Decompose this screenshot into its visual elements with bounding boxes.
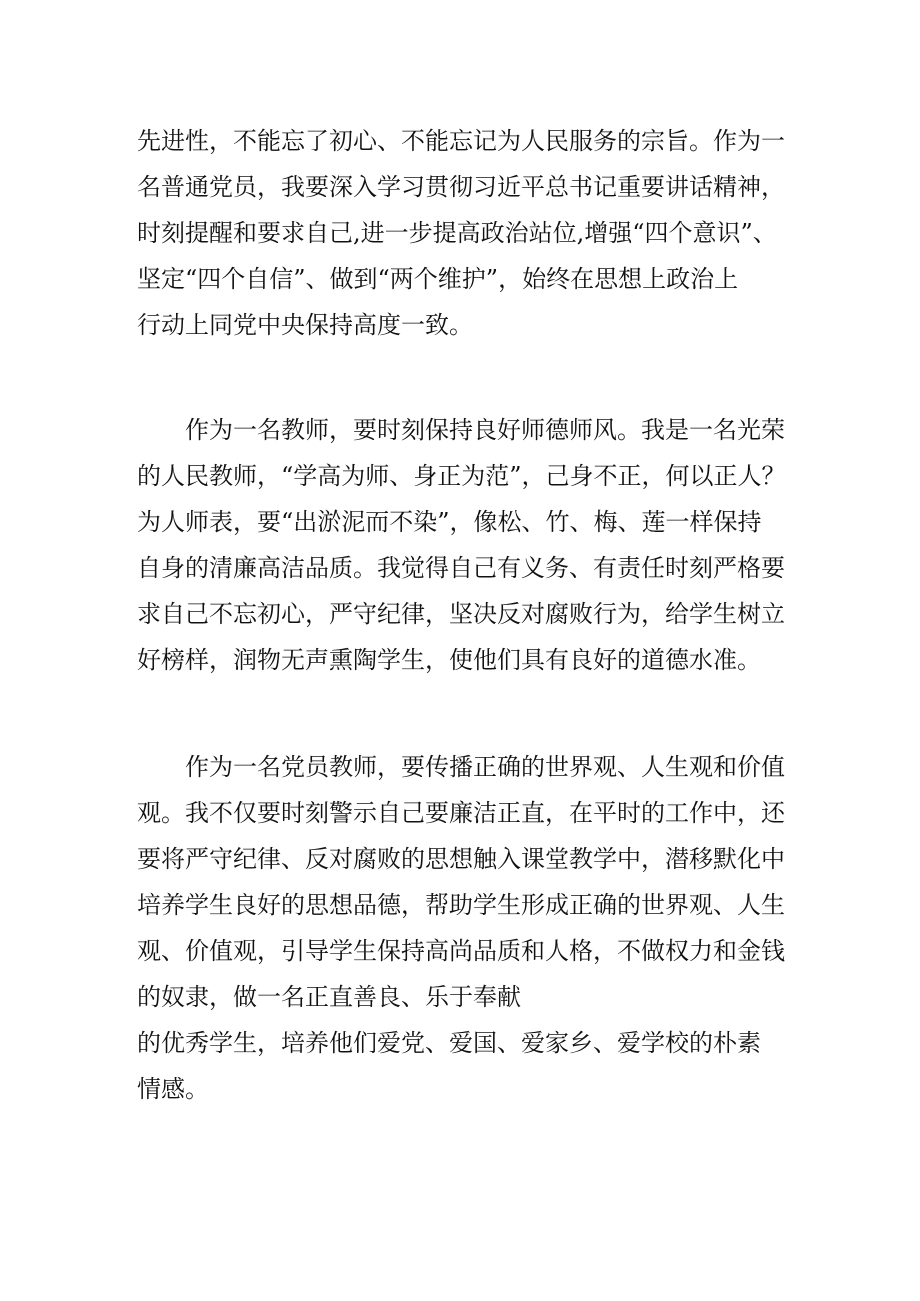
paragraph-line: 情感。	[137, 1075, 209, 1103]
paragraph-line: 名普通党员，我要深入学习贯彻习近平总书记重要讲话精神，	[137, 173, 785, 201]
paragraph-line: 求自己不忘初心，严守纪律，坚决反对腐败行为，给学生树立	[137, 600, 785, 628]
paragraph-line: 要将严守纪律、反对腐败的思想触入课堂教学中，潜移默化中	[137, 845, 785, 873]
paragraph-line: 培养学生良好的思想品德，帮助学生形成正确的世界观、人生	[137, 891, 785, 919]
paragraph-line: 自身的清廉高洁品质。我觉得自己有义务、有责任时刻严格要	[137, 554, 785, 582]
paragraph-2	[137, 407, 797, 683]
paragraph-3	[137, 744, 797, 1112]
paragraph-line: 的人民教师，“学高为师、身正为范”，己身不正，何以正人？	[137, 462, 786, 490]
paragraph-line: 的奴隶，做一名正直善良、乐于奉献	[137, 983, 521, 1011]
paragraph-line: 为人师表，要“出淤泥而不染”，像松、竹、梅、莲一样保持	[137, 508, 762, 536]
paragraph-line: 行动上同党中央保持高度一致。	[137, 311, 473, 339]
paragraph-line: 的优秀学生，培养他们爱党、爱国、爱家乡、爱学校的朴素	[137, 1029, 761, 1057]
paragraph-line: 坚定“四个自信”、做到“两个维护”，始终在思想上政治上	[137, 265, 739, 293]
paragraph-line: 先进性，不能忘了初心、不能忘记为人民服务的宗旨。作为一	[137, 127, 785, 155]
paragraph-1	[137, 118, 797, 348]
paragraph-line: 作为一名教师，要时刻保持良好师德师风。我是一名光荣	[185, 416, 785, 444]
paragraph-line: 时刻提醒和要求自己,进一步提高政治站位,增强“四个意识”、	[137, 219, 777, 247]
paragraph-line: 好榜样，润物无声熏陶学生，使他们具有良好的道德水准。	[137, 646, 761, 674]
paragraph-line: 观。我不仅要时刻警示自己要廉洁正直，在平时的工作中，还	[137, 799, 785, 827]
paragraph-line: 作为一名党员教师，要传播正确的世界观、人生观和价值	[185, 753, 785, 781]
paragraph-line: 观、价值观，引导学生保持高尚品质和人格，不做权力和金钱	[137, 937, 785, 965]
